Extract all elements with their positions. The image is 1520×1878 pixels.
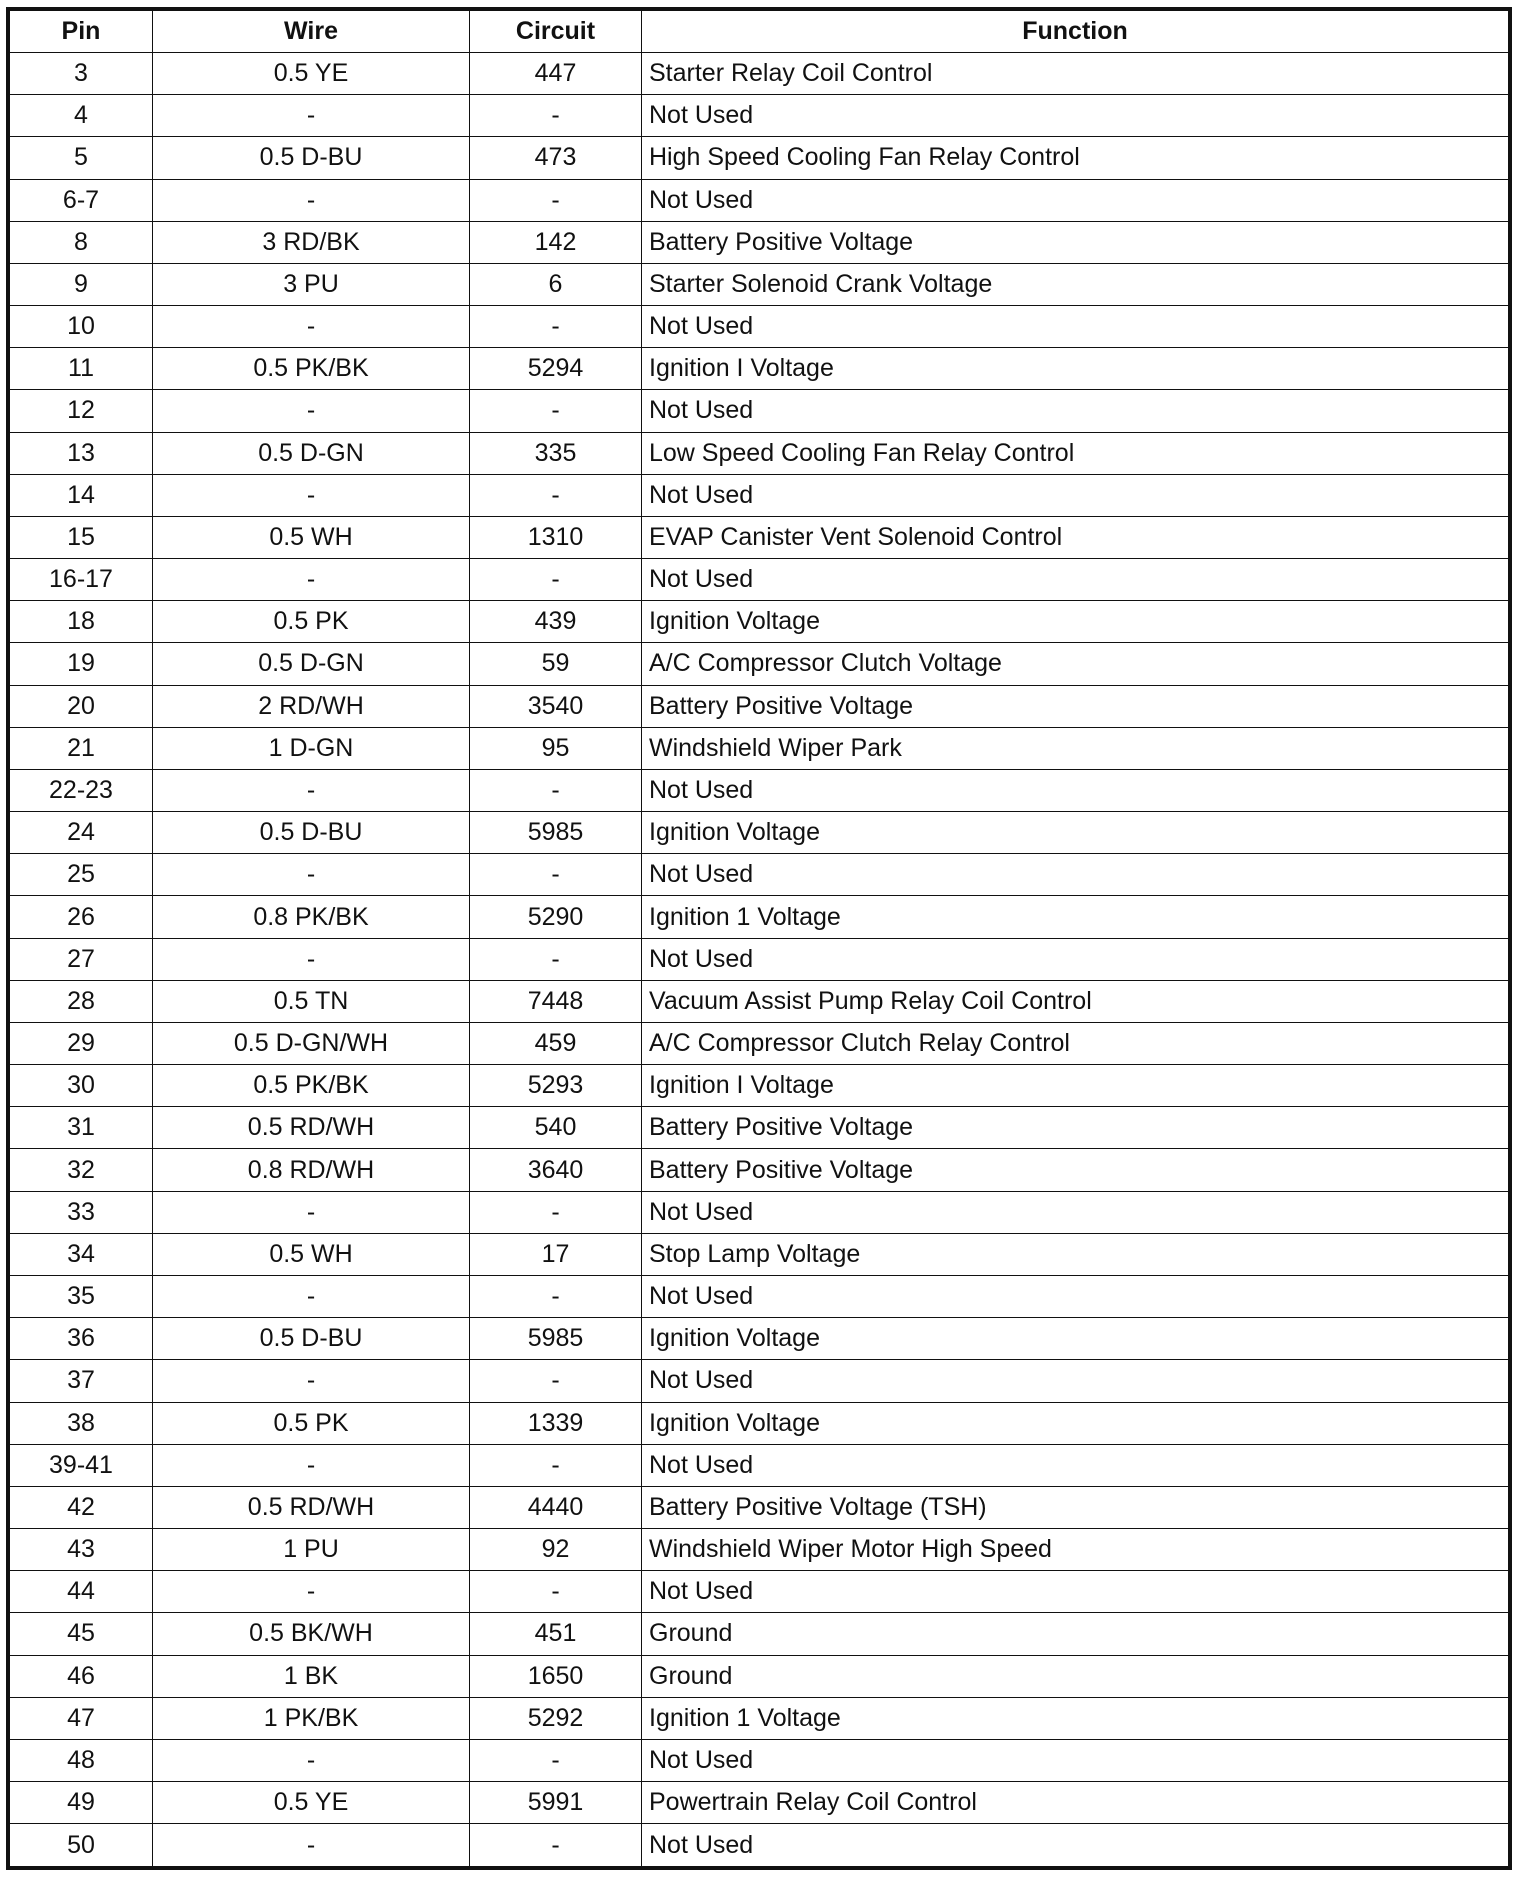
column-header-circuit: Circuit bbox=[470, 11, 642, 53]
table-row bbox=[10, 980, 1509, 1022]
pin-cell: 20 bbox=[10, 685, 153, 727]
function-cell: Battery Positive Voltage bbox=[642, 221, 1509, 263]
pin-cell: 37 bbox=[10, 1360, 153, 1402]
header-row bbox=[10, 11, 1509, 53]
function-cell: Not Used bbox=[642, 854, 1509, 896]
wire-cell: - bbox=[153, 559, 470, 601]
circuit-cell: 1310 bbox=[470, 516, 642, 558]
circuit-cell: 3540 bbox=[470, 685, 642, 727]
pin-cell: 50 bbox=[10, 1824, 153, 1867]
table-row bbox=[10, 1782, 1509, 1824]
table-row bbox=[10, 1486, 1509, 1528]
function-cell: Not Used bbox=[642, 1275, 1509, 1317]
wire-cell: - bbox=[153, 938, 470, 980]
table-row bbox=[10, 559, 1509, 601]
table-row bbox=[10, 1022, 1509, 1064]
table-row bbox=[10, 1655, 1509, 1697]
circuit-cell: 59 bbox=[470, 643, 642, 685]
circuit-cell: - bbox=[470, 95, 642, 137]
function-cell: Not Used bbox=[642, 474, 1509, 516]
wire-cell: 3 RD/BK bbox=[153, 221, 470, 263]
table-row bbox=[10, 1739, 1509, 1781]
function-cell: Ignition 1 Voltage bbox=[642, 896, 1509, 938]
circuit-cell: 1339 bbox=[470, 1402, 642, 1444]
function-cell: EVAP Canister Vent Solenoid Control bbox=[642, 516, 1509, 558]
pin-cell: 36 bbox=[10, 1318, 153, 1360]
wire-cell: 1 D-GN bbox=[153, 727, 470, 769]
pin-cell: 19 bbox=[10, 643, 153, 685]
function-cell: Ignition 1 Voltage bbox=[642, 1697, 1509, 1739]
pin-cell: 31 bbox=[10, 1107, 153, 1149]
table-row bbox=[10, 1571, 1509, 1613]
pin-cell: 48 bbox=[10, 1739, 153, 1781]
wire-cell: 0.5 D-BU bbox=[153, 137, 470, 179]
connector-pinout-table-container bbox=[6, 7, 1512, 1870]
connector-pinout-table bbox=[9, 10, 1509, 1867]
table-row bbox=[10, 95, 1509, 137]
circuit-cell: 5292 bbox=[470, 1697, 642, 1739]
function-cell: Low Speed Cooling Fan Relay Control bbox=[642, 432, 1509, 474]
wire-cell: 0.5 D-GN bbox=[153, 432, 470, 474]
pin-cell: 45 bbox=[10, 1613, 153, 1655]
wire-cell: 0.5 RD/WH bbox=[153, 1486, 470, 1528]
pin-cell: 47 bbox=[10, 1697, 153, 1739]
circuit-cell: 5293 bbox=[470, 1065, 642, 1107]
wire-cell: - bbox=[153, 306, 470, 348]
wire-cell: - bbox=[153, 1275, 470, 1317]
circuit-cell: 335 bbox=[470, 432, 642, 474]
circuit-cell: - bbox=[470, 854, 642, 896]
function-cell: Battery Positive Voltage bbox=[642, 1149, 1509, 1191]
table-row bbox=[10, 53, 1509, 95]
table-row bbox=[10, 769, 1509, 811]
function-cell: Not Used bbox=[642, 769, 1509, 811]
pin-cell: 3 bbox=[10, 53, 153, 95]
column-header-wire: Wire bbox=[153, 11, 470, 53]
table-row bbox=[10, 1613, 1509, 1655]
circuit-cell: - bbox=[470, 1275, 642, 1317]
table-row bbox=[10, 1360, 1509, 1402]
wire-cell: 2 RD/WH bbox=[153, 685, 470, 727]
table-row bbox=[10, 1275, 1509, 1317]
function-cell: Not Used bbox=[642, 559, 1509, 601]
pin-cell: 30 bbox=[10, 1065, 153, 1107]
pin-cell: 29 bbox=[10, 1022, 153, 1064]
circuit-cell: 1650 bbox=[470, 1655, 642, 1697]
function-cell: Powertrain Relay Coil Control bbox=[642, 1782, 1509, 1824]
table-row bbox=[10, 221, 1509, 263]
pin-cell: 8 bbox=[10, 221, 153, 263]
pin-cell: 5 bbox=[10, 137, 153, 179]
circuit-cell: 540 bbox=[470, 1107, 642, 1149]
pin-cell: 27 bbox=[10, 938, 153, 980]
function-cell: Ignition Voltage bbox=[642, 1318, 1509, 1360]
function-cell: Not Used bbox=[642, 938, 1509, 980]
wire-cell: 0.5 PK bbox=[153, 601, 470, 643]
pin-cell: 12 bbox=[10, 390, 153, 432]
wire-cell: 0.5 PK/BK bbox=[153, 348, 470, 390]
table-row bbox=[10, 601, 1509, 643]
function-cell: Windshield Wiper Park bbox=[642, 727, 1509, 769]
circuit-cell: 447 bbox=[470, 53, 642, 95]
circuit-cell: 459 bbox=[470, 1022, 642, 1064]
function-cell: Not Used bbox=[642, 1360, 1509, 1402]
wire-cell: 1 PK/BK bbox=[153, 1697, 470, 1739]
function-cell: Ground bbox=[642, 1613, 1509, 1655]
wire-cell: - bbox=[153, 1824, 470, 1867]
wire-cell: 1 BK bbox=[153, 1655, 470, 1697]
pin-cell: 39-41 bbox=[10, 1444, 153, 1486]
function-cell: Ground bbox=[642, 1655, 1509, 1697]
table-row bbox=[10, 179, 1509, 221]
function-cell: Battery Positive Voltage bbox=[642, 685, 1509, 727]
table-row bbox=[10, 727, 1509, 769]
circuit-cell: - bbox=[470, 938, 642, 980]
wire-cell: 0.5 D-GN bbox=[153, 643, 470, 685]
column-header-pin: Pin bbox=[10, 11, 153, 53]
function-cell: Not Used bbox=[642, 95, 1509, 137]
wire-cell: 0.5 RD/WH bbox=[153, 1107, 470, 1149]
wire-cell: - bbox=[153, 1444, 470, 1486]
table-row bbox=[10, 854, 1509, 896]
circuit-cell: 5290 bbox=[470, 896, 642, 938]
circuit-cell: 7448 bbox=[470, 980, 642, 1022]
table-row bbox=[10, 1444, 1509, 1486]
function-cell: Not Used bbox=[642, 1571, 1509, 1613]
circuit-cell: - bbox=[470, 306, 642, 348]
function-cell: A/C Compressor Clutch Relay Control bbox=[642, 1022, 1509, 1064]
circuit-cell: 95 bbox=[470, 727, 642, 769]
pin-cell: 11 bbox=[10, 348, 153, 390]
table-row bbox=[10, 1697, 1509, 1739]
table-header bbox=[10, 11, 1509, 53]
wire-cell: - bbox=[153, 1191, 470, 1233]
circuit-cell: - bbox=[470, 769, 642, 811]
table-row bbox=[10, 306, 1509, 348]
table-row bbox=[10, 1191, 1509, 1233]
circuit-cell: - bbox=[470, 1739, 642, 1781]
pin-cell: 26 bbox=[10, 896, 153, 938]
pin-cell: 28 bbox=[10, 980, 153, 1022]
table-row bbox=[10, 1318, 1509, 1360]
wire-cell: - bbox=[153, 179, 470, 221]
function-cell: Not Used bbox=[642, 1739, 1509, 1781]
circuit-cell: 4440 bbox=[470, 1486, 642, 1528]
table-row bbox=[10, 1107, 1509, 1149]
pin-cell: 6-7 bbox=[10, 179, 153, 221]
wire-cell: - bbox=[153, 390, 470, 432]
table-row bbox=[10, 263, 1509, 305]
pin-cell: 4 bbox=[10, 95, 153, 137]
table-row bbox=[10, 1233, 1509, 1275]
circuit-cell: 5985 bbox=[470, 1318, 642, 1360]
circuit-cell: 451 bbox=[470, 1613, 642, 1655]
table-row bbox=[10, 1149, 1509, 1191]
pin-cell: 9 bbox=[10, 263, 153, 305]
circuit-cell: 439 bbox=[470, 601, 642, 643]
table-row bbox=[10, 643, 1509, 685]
pin-cell: 24 bbox=[10, 812, 153, 854]
table-row bbox=[10, 474, 1509, 516]
wire-cell: - bbox=[153, 95, 470, 137]
table-row bbox=[10, 137, 1509, 179]
table-row bbox=[10, 390, 1509, 432]
function-cell: High Speed Cooling Fan Relay Control bbox=[642, 137, 1509, 179]
pin-cell: 38 bbox=[10, 1402, 153, 1444]
table-row bbox=[10, 685, 1509, 727]
circuit-cell: 92 bbox=[470, 1529, 642, 1571]
wire-cell: - bbox=[153, 1571, 470, 1613]
table-body bbox=[10, 53, 1509, 1867]
pin-cell: 22-23 bbox=[10, 769, 153, 811]
function-cell: Vacuum Assist Pump Relay Coil Control bbox=[642, 980, 1509, 1022]
wire-cell: 0.5 WH bbox=[153, 1233, 470, 1275]
table-row bbox=[10, 1824, 1509, 1867]
pin-cell: 18 bbox=[10, 601, 153, 643]
pin-cell: 16-17 bbox=[10, 559, 153, 601]
wire-cell: 0.8 RD/WH bbox=[153, 1149, 470, 1191]
column-header-function: Function bbox=[642, 11, 1509, 53]
circuit-cell: 6 bbox=[470, 263, 642, 305]
wire-cell: 0.5 YE bbox=[153, 53, 470, 95]
wire-cell: - bbox=[153, 854, 470, 896]
circuit-cell: - bbox=[470, 390, 642, 432]
wire-cell: 0.5 D-GN/WH bbox=[153, 1022, 470, 1064]
wire-cell: 3 PU bbox=[153, 263, 470, 305]
pin-cell: 46 bbox=[10, 1655, 153, 1697]
wire-cell: 0.8 PK/BK bbox=[153, 896, 470, 938]
pin-cell: 34 bbox=[10, 1233, 153, 1275]
circuit-cell: 3640 bbox=[470, 1149, 642, 1191]
function-cell: Ignition Voltage bbox=[642, 601, 1509, 643]
wire-cell: 0.5 BK/WH bbox=[153, 1613, 470, 1655]
function-cell: Not Used bbox=[642, 179, 1509, 221]
circuit-cell: 142 bbox=[470, 221, 642, 263]
function-cell: Not Used bbox=[642, 306, 1509, 348]
table-row bbox=[10, 1065, 1509, 1107]
function-cell: Windshield Wiper Motor High Speed bbox=[642, 1529, 1509, 1571]
wire-cell: 0.5 D-BU bbox=[153, 1318, 470, 1360]
wire-cell: 0.5 D-BU bbox=[153, 812, 470, 854]
pin-cell: 43 bbox=[10, 1529, 153, 1571]
circuit-cell: - bbox=[470, 179, 642, 221]
circuit-cell: - bbox=[470, 1191, 642, 1233]
pin-cell: 14 bbox=[10, 474, 153, 516]
function-cell: Ignition I Voltage bbox=[642, 1065, 1509, 1107]
pin-cell: 21 bbox=[10, 727, 153, 769]
wire-cell: 1 PU bbox=[153, 1529, 470, 1571]
function-cell: Ignition Voltage bbox=[642, 1402, 1509, 1444]
circuit-cell: 5985 bbox=[470, 812, 642, 854]
function-cell: A/C Compressor Clutch Voltage bbox=[642, 643, 1509, 685]
pin-cell: 15 bbox=[10, 516, 153, 558]
wire-cell: 0.5 WH bbox=[153, 516, 470, 558]
function-cell: Ignition Voltage bbox=[642, 812, 1509, 854]
function-cell: Not Used bbox=[642, 1824, 1509, 1867]
pin-cell: 10 bbox=[10, 306, 153, 348]
function-cell: Not Used bbox=[642, 1191, 1509, 1233]
pin-cell: 25 bbox=[10, 854, 153, 896]
function-cell: Starter Solenoid Crank Voltage bbox=[642, 263, 1509, 305]
table-row bbox=[10, 896, 1509, 938]
pin-cell: 32 bbox=[10, 1149, 153, 1191]
table-row bbox=[10, 938, 1509, 980]
pin-cell: 13 bbox=[10, 432, 153, 474]
function-cell: Battery Positive Voltage (TSH) bbox=[642, 1486, 1509, 1528]
circuit-cell: 5991 bbox=[470, 1782, 642, 1824]
function-cell: Ignition I Voltage bbox=[642, 348, 1509, 390]
table-row bbox=[10, 1529, 1509, 1571]
wire-cell: 0.5 PK/BK bbox=[153, 1065, 470, 1107]
wire-cell: - bbox=[153, 769, 470, 811]
wire-cell: 0.5 PK bbox=[153, 1402, 470, 1444]
pin-cell: 42 bbox=[10, 1486, 153, 1528]
function-cell: Stop Lamp Voltage bbox=[642, 1233, 1509, 1275]
circuit-cell: 17 bbox=[470, 1233, 642, 1275]
table-row bbox=[10, 432, 1509, 474]
circuit-cell: - bbox=[470, 1824, 642, 1867]
circuit-cell: - bbox=[470, 1444, 642, 1486]
table-row bbox=[10, 348, 1509, 390]
circuit-cell: - bbox=[470, 559, 642, 601]
table-row bbox=[10, 1402, 1509, 1444]
pin-cell: 49 bbox=[10, 1782, 153, 1824]
wire-cell: - bbox=[153, 1360, 470, 1402]
pin-cell: 33 bbox=[10, 1191, 153, 1233]
wire-cell: - bbox=[153, 1739, 470, 1781]
wire-cell: - bbox=[153, 474, 470, 516]
function-cell: Not Used bbox=[642, 1444, 1509, 1486]
function-cell: Not Used bbox=[642, 390, 1509, 432]
wire-cell: 0.5 YE bbox=[153, 1782, 470, 1824]
circuit-cell: 473 bbox=[470, 137, 642, 179]
circuit-cell: 5294 bbox=[470, 348, 642, 390]
circuit-cell: - bbox=[470, 1571, 642, 1613]
function-cell: Starter Relay Coil Control bbox=[642, 53, 1509, 95]
pin-cell: 44 bbox=[10, 1571, 153, 1613]
table-row bbox=[10, 812, 1509, 854]
pin-cell: 35 bbox=[10, 1275, 153, 1317]
wire-cell: 0.5 TN bbox=[153, 980, 470, 1022]
table-row bbox=[10, 516, 1509, 558]
circuit-cell: - bbox=[470, 474, 642, 516]
function-cell: Battery Positive Voltage bbox=[642, 1107, 1509, 1149]
circuit-cell: - bbox=[470, 1360, 642, 1402]
